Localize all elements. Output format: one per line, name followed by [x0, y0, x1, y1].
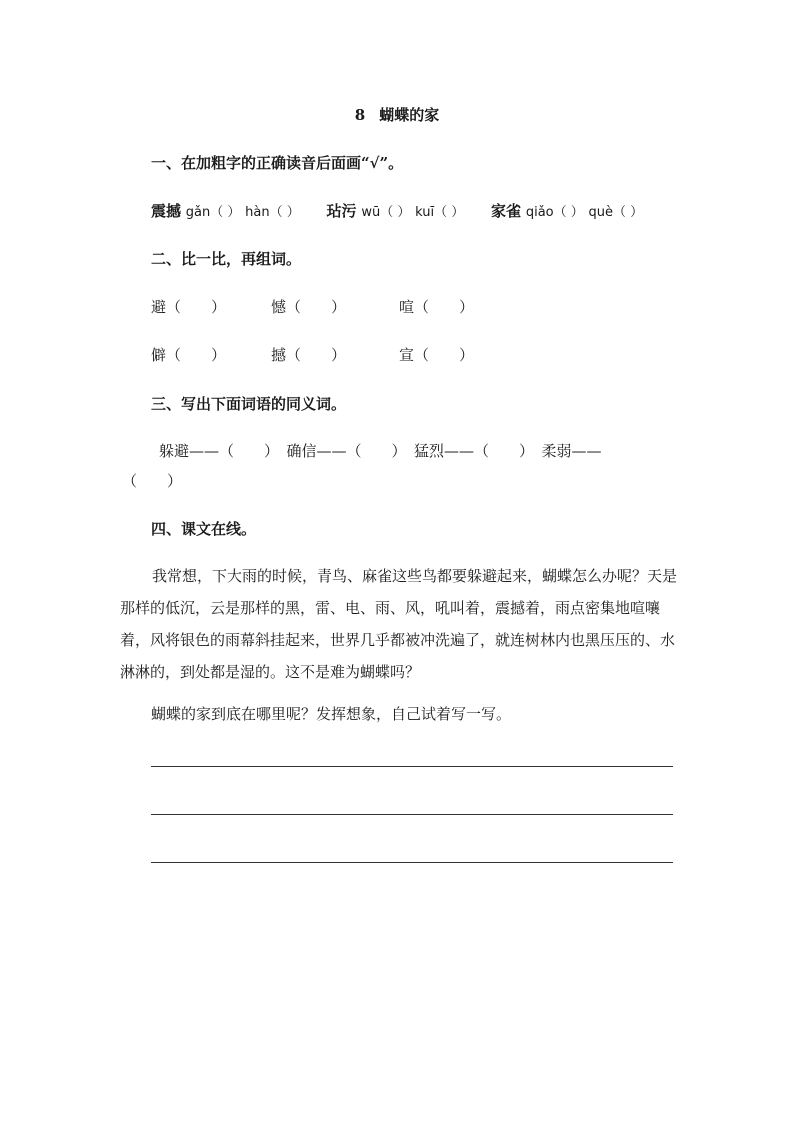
compare-row-2 [151, 344, 474, 365]
answer-line[interactable] [151, 766, 673, 767]
section1-items [151, 200, 643, 221]
answer-line[interactable] [151, 862, 673, 863]
pinyin-item [491, 200, 643, 221]
pinyin-option: hàn（ ） [245, 205, 300, 220]
lesson-number: 8 [354, 106, 366, 124]
lesson-title: 蝴蝶的家 [379, 106, 440, 124]
answer-line[interactable] [151, 814, 673, 815]
pinyin-item [327, 200, 465, 221]
compare-item: 喧（ ） [399, 298, 475, 316]
pinyin-option: wū（ ） [361, 205, 411, 220]
synonym-line-1: 躲避——（ ） 确信——（ ） 猛烈——（ ） 柔弱—— [159, 442, 602, 460]
pinyin-item [151, 200, 300, 221]
compare-item: 撼（ ） [271, 346, 347, 364]
compare-item: 避（ ） [151, 298, 227, 316]
synonym-line-2: （ ） [122, 472, 183, 490]
section4-heading: 四、课文在线。 [151, 520, 257, 538]
compare-item: 僻（ ） [151, 346, 227, 364]
section3-heading: 三、写出下面词语的同义词。 [151, 395, 347, 413]
compare-item: 宣（ ） [399, 346, 475, 364]
compare-item: 憾（ ） [271, 298, 347, 316]
writing-prompt: 蝴蝶的家到底在哪里呢？发挥想象，自己试着写一写。 [151, 705, 512, 723]
section2-heading: 二、比一比，再组词。 [151, 250, 302, 268]
pinyin-option: qiǎo（ ） [525, 205, 584, 220]
pinyin-option: kuī（ ） [415, 205, 465, 220]
pinyin-word: 玷污 [326, 202, 357, 220]
passage: 我常想，下大雨的时候，青鸟、麻雀这些鸟都要躲避起来，蝴蝶怎么办呢？天是那样的低沉，云是那样的黑，雷、电、雨、风，吼叫着，震撼着，雨点密集地喧嚷着，风将银色的雨幕斜挂起来，世界几乎都被冲洗遍了，就连树林内也黑压压的、水淋淋的，到处都是湿的。这不是难为蝴蝶吗？ [120, 567, 678, 681]
page-title [0, 104, 794, 125]
section1-heading: 一、在加粗字的正确读音后面画“√”。 [151, 154, 404, 172]
pinyin-word: 家雀 [491, 202, 522, 220]
pinyin-option: gǎn（ ） [185, 205, 241, 220]
compare-row-1 [151, 296, 474, 317]
pinyin-option: què（ ） [588, 205, 644, 220]
pinyin-word: 震撼 [151, 202, 182, 220]
